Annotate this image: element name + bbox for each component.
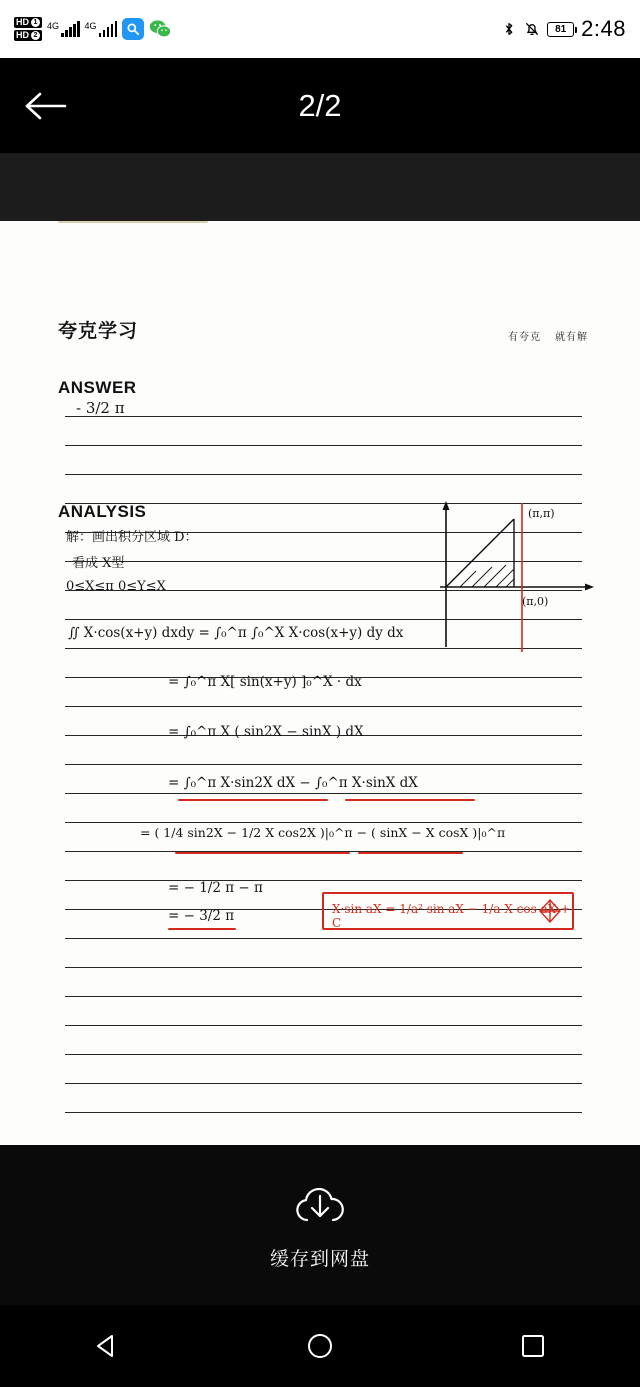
svg-text:(π,π): (π,π) (528, 507, 555, 520)
quark-search-icon (122, 18, 144, 40)
handwriting-line-3: 0≤X≤π 0≤Y≤X (66, 579, 166, 594)
analysis-heading: ANALYSIS (58, 502, 147, 521)
answer-heading: ANSWER (58, 378, 137, 397)
page-counter: 2/2 (298, 87, 342, 123)
integration-region-diagram (436, 497, 596, 657)
handwriting-line-2: 看成 X型 (72, 556, 125, 571)
signal-indicator-sim2 (85, 21, 118, 37)
back-arrow-icon (23, 91, 67, 121)
answer-value: - 3/2 π (76, 399, 125, 417)
red-underline-2 (345, 799, 475, 801)
signal2-tech-label: 4G (84, 21, 97, 31)
viewer-backdrop (0, 153, 640, 221)
nav-home-circle-icon (305, 1331, 335, 1361)
bluetooth-icon (501, 20, 517, 38)
battery-level: 81 (555, 23, 567, 35)
hd-indicator-sim1 (14, 17, 42, 28)
status-bar-right (501, 16, 626, 42)
handwriting-line-9: = − 1/2 π − π (168, 880, 263, 896)
hd-indicator-sim2 (14, 30, 42, 41)
hd2-label: HD (16, 30, 29, 40)
handwriting-line-6: = ∫₀^π X ( sin2X − sinX ) dX (168, 724, 364, 740)
handwriting-line-8: = ( 1/4 sin2X − 1/2 X cos2X )|₀^π − ( sinX − X cosX )|₀^π (140, 825, 506, 840)
signal1-tech-label: 4G (47, 21, 60, 31)
brand-tagline-part2: 就有解 (555, 332, 588, 343)
nav-back-button[interactable] (47, 1305, 167, 1387)
hd1-label: HD (16, 17, 29, 27)
cloud-download-icon (293, 1180, 347, 1234)
red-underline-3 (175, 852, 350, 854)
brand-title: 夸克学习 (58, 321, 139, 342)
red-underline-5 (168, 928, 236, 930)
handwriting-line-4: ∬ X·cos(x+y) dxdy = ∫₀^π ∫₀^X X·cos(x+y) dy dx (68, 625, 404, 641)
system-nav-bar (0, 1305, 640, 1387)
back-button[interactable] (0, 58, 90, 153)
bell-muted-icon (524, 20, 540, 38)
wechat-icon (149, 18, 171, 40)
handwriting-line-5: = ∫₀^π X[ sin(x+y) ]₀^X · dx (168, 674, 362, 690)
hd1-number: 1 (31, 18, 40, 27)
nav-recents-square-icon (518, 1331, 548, 1361)
status-bar-left (14, 17, 171, 41)
svg-text:(π,0): (π,0) (522, 595, 549, 608)
red-star-icon (534, 897, 566, 925)
save-to-cloud-button[interactable] (0, 1145, 640, 1305)
signal-indicator-sim1 (47, 21, 80, 37)
red-formula-text: X·sin aX = 1/a² sin aX − 1/a X cos aX + C (332, 902, 571, 930)
document-page[interactable] (0, 221, 640, 1145)
nav-home-button[interactable] (260, 1305, 380, 1387)
handwriting-line-1: 解：画出积分区域 D： (66, 530, 198, 545)
red-underline-1 (178, 799, 328, 801)
status-bar-clock: 2:48 (581, 16, 626, 41)
hd2-number: 2 (31, 31, 40, 40)
hd-indicator-group (14, 17, 42, 41)
nav-back-triangle-icon (92, 1331, 122, 1361)
brand-tagline-part1: 有夸克 (508, 332, 541, 343)
signal-bars-icon (61, 21, 80, 37)
nav-recents-button[interactable] (473, 1305, 593, 1387)
document-header (58, 316, 588, 343)
handwriting-line-7: = ∫₀^π X·sin2X dX − ∫₀^π X·sinX dX (168, 775, 418, 791)
title-bar (0, 58, 640, 153)
save-to-cloud-label: 缓存到网盘 (269, 1248, 370, 1270)
brand-tagline (508, 328, 588, 343)
status-bar (0, 0, 640, 58)
red-underline-4 (358, 852, 463, 854)
battery-indicator (547, 22, 574, 37)
handwriting-line-10: = − 3/2 π (168, 908, 235, 924)
signal-bars-icon (99, 21, 118, 37)
